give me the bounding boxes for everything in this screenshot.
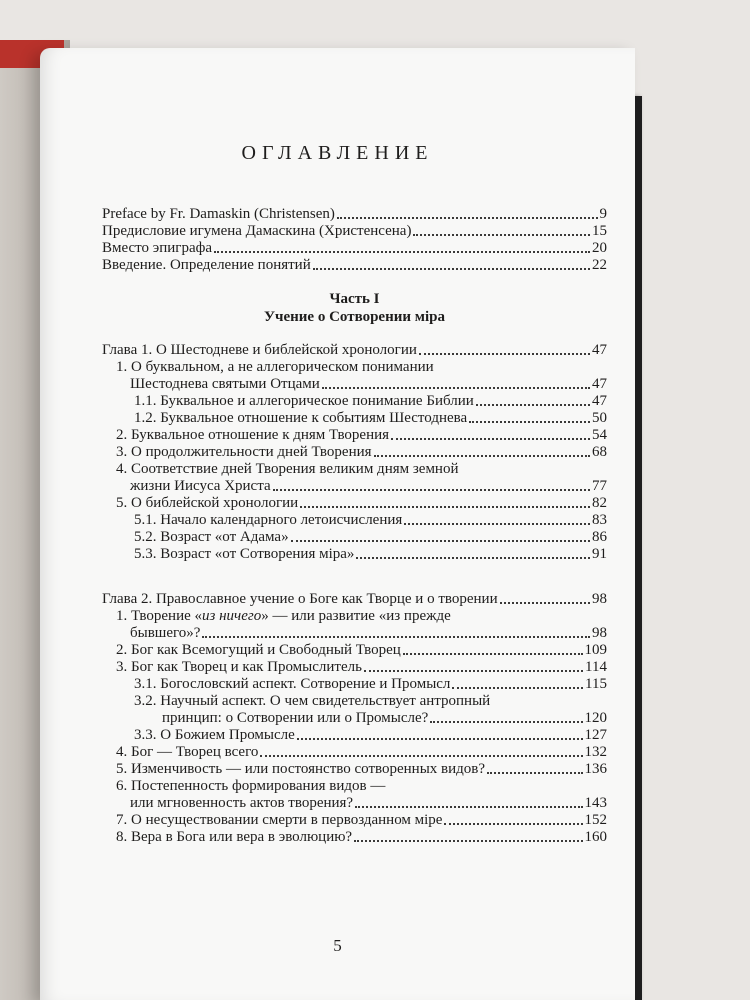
toc-entry: 7. О несуществовании смерти в первозданном міре 152 xyxy=(116,812,607,828)
toc-entry: 4. Бог — Творец всего 132 xyxy=(116,744,607,760)
toc-entry: 5.2. Возраст «от Адама» 86 xyxy=(134,529,607,545)
toc-entry: 1.2. Буквальное отношение к событиям Шестоднева 50 xyxy=(134,410,607,426)
toc-entry: 5. Изменчивость — или постоянство сотворенных видов? 136 xyxy=(116,761,607,777)
toc-entry: Вместо эпиграфа 20 xyxy=(102,240,607,256)
toc-front-matter xyxy=(102,206,607,846)
toc-entry: 2. Бог как Всемогущий и Свободный Творец 109 xyxy=(116,642,607,658)
part-title: Учение о Сотворении міра xyxy=(264,309,445,325)
toc-entry: 1.1. Буквальное и аллегорическое понимание Библии 47 xyxy=(134,393,607,409)
page-number: 5 xyxy=(333,936,342,955)
toc-chapter: Глава 1. О Шестодневе и библейской хронологии 47 xyxy=(102,342,607,358)
toc-entry: Preface by Fr. Damaskin (Christensen) 9 xyxy=(102,206,607,222)
toc-entry: 5.3. Возраст «от Сотворения міра» 91 xyxy=(134,546,607,562)
toc-entry: 5. О библейской хронологии 82 xyxy=(116,495,607,511)
toc-entry: 8. Вера в Бога или вера в эволюцию? 160 xyxy=(116,829,607,845)
toc-entry: 3. О продолжительности дней Творения 68 xyxy=(116,444,607,460)
toc-entry: 3.3. О Божием Промысле 127 xyxy=(134,727,607,743)
toc-entry-multiline: 6. Постепенность формирования видов — или мгновенность актов творения? 143 xyxy=(116,778,607,811)
toc-entry-multiline: 4. Соответствие дней Творения великим дням земной жизни Иисуса Христа 77 xyxy=(116,461,607,494)
toc-entry: 3. Бог как Творец и как Промыслитель 114 xyxy=(116,659,607,675)
toc-entry: Предисловие игумена Дамаскина (Христенсена) 15 xyxy=(102,223,607,239)
toc-entry-multiline: 3.2. Научный аспект. О чем свидетельствует антропный принцип: о Сотворении или о Промысле? 120 xyxy=(134,693,607,726)
toc-entry-multiline: 1. Творение «из ничего» — или развитие «из прежде бывшего»? 98 xyxy=(116,608,607,641)
toc-entry: Введение. Определение понятий 22 xyxy=(102,257,607,273)
toc-entry: 2. Буквальное отношение к дням Творения 54 xyxy=(116,427,607,443)
page-title: ОГЛАВЛЕНИЕ xyxy=(241,142,434,164)
toc-entry: 5.1. Начало календарного летоисчисления 83 xyxy=(134,512,607,528)
toc-entry-multiline: 1. О буквальном, а не аллегорическом понимании Шестоднева святыми Отцами 47 xyxy=(116,359,607,392)
toc-entry: 3.1. Богословский аспект. Сотворение и Промысл 115 xyxy=(134,676,607,692)
book-page xyxy=(40,48,635,1000)
part-label: Часть I xyxy=(329,291,380,307)
toc-chapter: Глава 2. Православное учение о Боге как Творце и о творении 98 xyxy=(102,591,607,607)
